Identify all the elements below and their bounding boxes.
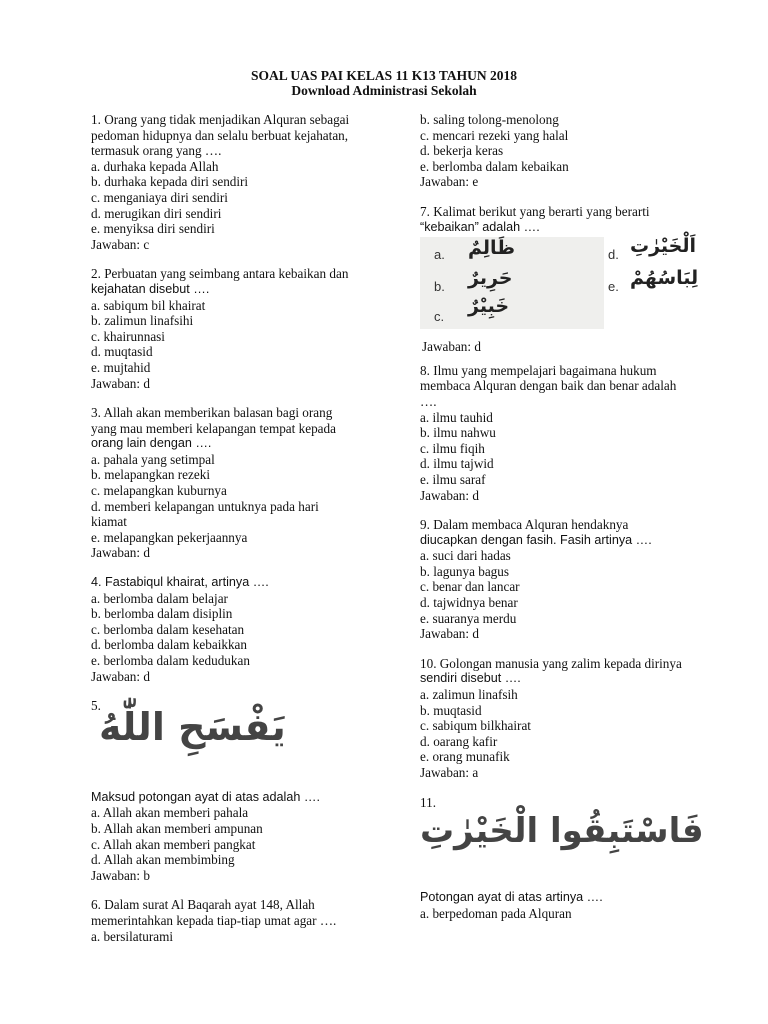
option-d: d. merugikan diri sendiri <box>91 205 222 221</box>
choice-arabic: اَلْخَيْرٰتِ <box>630 235 697 258</box>
option-a: a. sabiqum bil khairat <box>91 297 206 313</box>
arabic-verse: فَاسْتَبِقُوا الْخَيْرٰتِ <box>420 811 704 852</box>
question-text: 9. Dalam membaca Alquran hendaknya <box>420 517 629 533</box>
option-b: b. lagunya bagus <box>420 563 509 579</box>
option-d: d. ilmu tajwid <box>420 456 494 472</box>
arabic-choices-image <box>420 237 710 329</box>
choice-a <box>434 237 516 263</box>
option-e: e. orang munafik <box>420 749 510 765</box>
option-b: b. saling tolong-menolong <box>420 112 559 127</box>
option-c: c. melapangkan kuburnya <box>91 483 227 499</box>
option-c: c. mencari rezeki yang halal <box>420 127 569 143</box>
question-text: Maksud potongan ayat di atas adalah …. <box>91 789 320 804</box>
option-a: a. durhaka kepada Allah <box>91 158 219 174</box>
question-text: membaca Alquran dengan baik dan benar adalah <box>420 378 677 394</box>
question-3 <box>91 405 376 561</box>
option-b: b. muqtasid <box>420 702 482 718</box>
question-text: Potongan ayat di atas artinya …. <box>420 890 603 905</box>
option-e: e. melapangkan pekerjaannya <box>91 529 248 545</box>
question-text: orang lain dengan …. <box>91 436 212 451</box>
document-subtitle: Download Administrasi Sekolah <box>291 83 477 98</box>
question-9 <box>420 517 710 642</box>
answer: Jawaban: d <box>422 339 481 355</box>
choice-d <box>608 235 697 263</box>
question-number: 5. <box>91 698 101 714</box>
answer: Jawaban: d <box>91 545 150 561</box>
quran-verse-image <box>420 810 710 890</box>
option-a: a. ilmu tauhid <box>420 409 493 425</box>
question-11 <box>420 795 710 922</box>
question-5 <box>91 698 376 883</box>
question-text: diucapkan dengan fasih. Fasih artinya …. <box>420 532 652 547</box>
question-10 <box>420 656 710 781</box>
option-d: d. oarang kafir <box>420 733 498 749</box>
option-e: e. ilmu saraf <box>420 471 486 487</box>
choice-arabic: ظَالِمٌ <box>468 237 516 260</box>
question-6-continued <box>420 112 710 190</box>
answer: Jawaban: b <box>91 867 150 883</box>
choice-arabic: خَبِيْرٌ <box>468 295 510 318</box>
question-6 <box>91 897 376 944</box>
choice-b <box>434 267 513 295</box>
document-title: SOAL UAS PAI KELAS 11 K13 TAHUN 2018 <box>251 68 517 83</box>
option-a: a. berlomba dalam belajar <box>91 590 228 606</box>
option-c: c. berlomba dalam kesehatan <box>91 621 245 637</box>
question-text: 2. Perbuatan yang seimbang antara kebaikan dan <box>91 266 349 282</box>
option-d-continued: kiamat <box>91 514 127 530</box>
answer: Jawaban: a <box>420 765 479 780</box>
choice-letter: a. <box>434 247 445 263</box>
option-e: e. suaranya merdu <box>420 610 517 626</box>
option-a: a. bersilaturami <box>91 928 174 944</box>
option-d: d. memberi kelapangan untuknya pada hari <box>91 498 319 514</box>
option-d: d. Allah akan membimbing <box>91 852 235 868</box>
right-column <box>420 112 710 935</box>
option-a: a. berpedoman pada Alquran <box>420 905 572 921</box>
question-text: 10. Golongan manusia yang zalim kepada dirinya <box>420 655 682 671</box>
option-c: c. benar dan lancar <box>420 579 520 595</box>
choice-e <box>608 267 699 295</box>
answer: Jawaban: d <box>91 375 150 391</box>
option-c: c. khairunnasi <box>91 328 165 344</box>
option-d: d. muqtasid <box>91 344 153 360</box>
option-a: a. Allah akan memberi pahala <box>91 805 249 821</box>
choice-letter: d. <box>608 247 619 263</box>
question-text: pedoman hidupnya dan selalu berbuat kejahatan, <box>91 127 349 143</box>
question-text: sendiri disebut …. <box>420 671 521 686</box>
option-e: e. berlomba dalam kedudukan <box>91 653 250 668</box>
question-8 <box>420 363 710 503</box>
option-c: c. sabiqum bilkhairat <box>420 718 531 734</box>
answer: Jawaban: e <box>420 174 479 190</box>
question-number: 11. <box>420 794 436 810</box>
question-4 <box>91 575 376 684</box>
answer: Jawaban: d <box>420 487 479 503</box>
option-a: a. pahala yang setimpal <box>91 451 215 467</box>
question-text: …. <box>420 393 437 409</box>
option-b: b. berlomba dalam disiplin <box>91 606 233 622</box>
arabic-verse: يَفْسَحِ اللّٰهُ <box>99 704 286 749</box>
quran-verse-image <box>91 704 376 790</box>
option-a: a. zalimun linafsih <box>420 687 518 703</box>
answer: Jawaban: c <box>91 236 150 252</box>
option-d: d. tajwidnya benar <box>420 595 518 611</box>
option-e: e. mujtahid <box>91 359 151 375</box>
option-c: c. menganiaya diri sendiri <box>91 189 228 205</box>
choice-c <box>434 295 510 325</box>
option-c: c. ilmu fiqih <box>420 440 485 456</box>
option-b: b. zalimun linafsihi <box>91 313 194 329</box>
option-d: d. berlomba dalam kebaikkan <box>91 637 247 653</box>
question-2 <box>91 266 376 391</box>
answer: Jawaban: d <box>420 626 479 642</box>
question-text: 3. Allah akan memberikan balasan bagi orang <box>91 405 333 421</box>
choice-arabic: لِبَاسُهُمْ <box>630 267 699 290</box>
question-text: 4. Fastabiqul khairat, artinya …. <box>91 575 269 590</box>
question-text: 7. Kalimat berikut yang berarti yang berarti <box>420 203 650 219</box>
question-text: 8. Ilmu yang mempelajari bagaimana hukum <box>420 362 657 378</box>
question-text: memerintahkan kepada tiap-tiap umat agar …. <box>91 912 337 928</box>
option-d: d. bekerja keras <box>420 143 504 159</box>
option-b: b. Allah akan memberi ampunan <box>91 820 263 836</box>
question-1 <box>91 112 376 252</box>
question-text: 6. Dalam surat Al Baqarah ayat 148, Allah <box>91 897 315 913</box>
document-header <box>0 68 768 98</box>
choice-letter: e. <box>608 279 619 295</box>
question-text: 1. Orang yang tidak menjadikan Alquran sebagai <box>91 112 350 127</box>
option-e: e. berlomba dalam kebaikan <box>420 158 569 174</box>
question-text: “kebaikan” adalah …. <box>420 219 540 234</box>
answer: Jawaban: d <box>91 668 150 684</box>
option-b: b. ilmu nahwu <box>420 425 496 441</box>
option-b: b. melapangkan rezeki <box>91 467 210 483</box>
choice-letter: b. <box>434 279 445 295</box>
option-b: b. durhaka kepada diri sendiri <box>91 174 249 190</box>
choice-letter: c. <box>434 309 445 325</box>
option-c: c. Allah akan memberi pangkat <box>91 836 256 852</box>
question-text: yang mau memberi kelapangan tempat kepada <box>91 420 336 436</box>
choice-arabic: حَرِيرٌ <box>468 267 513 290</box>
option-e: e. menyiksa diri sendiri <box>91 221 215 237</box>
left-column <box>91 112 376 958</box>
question-text: kejahatan disebut …. <box>91 281 210 296</box>
option-a: a. suci dari hadas <box>420 548 511 564</box>
question-7 <box>420 204 710 355</box>
question-text: termasuk orang yang …. <box>91 143 222 159</box>
